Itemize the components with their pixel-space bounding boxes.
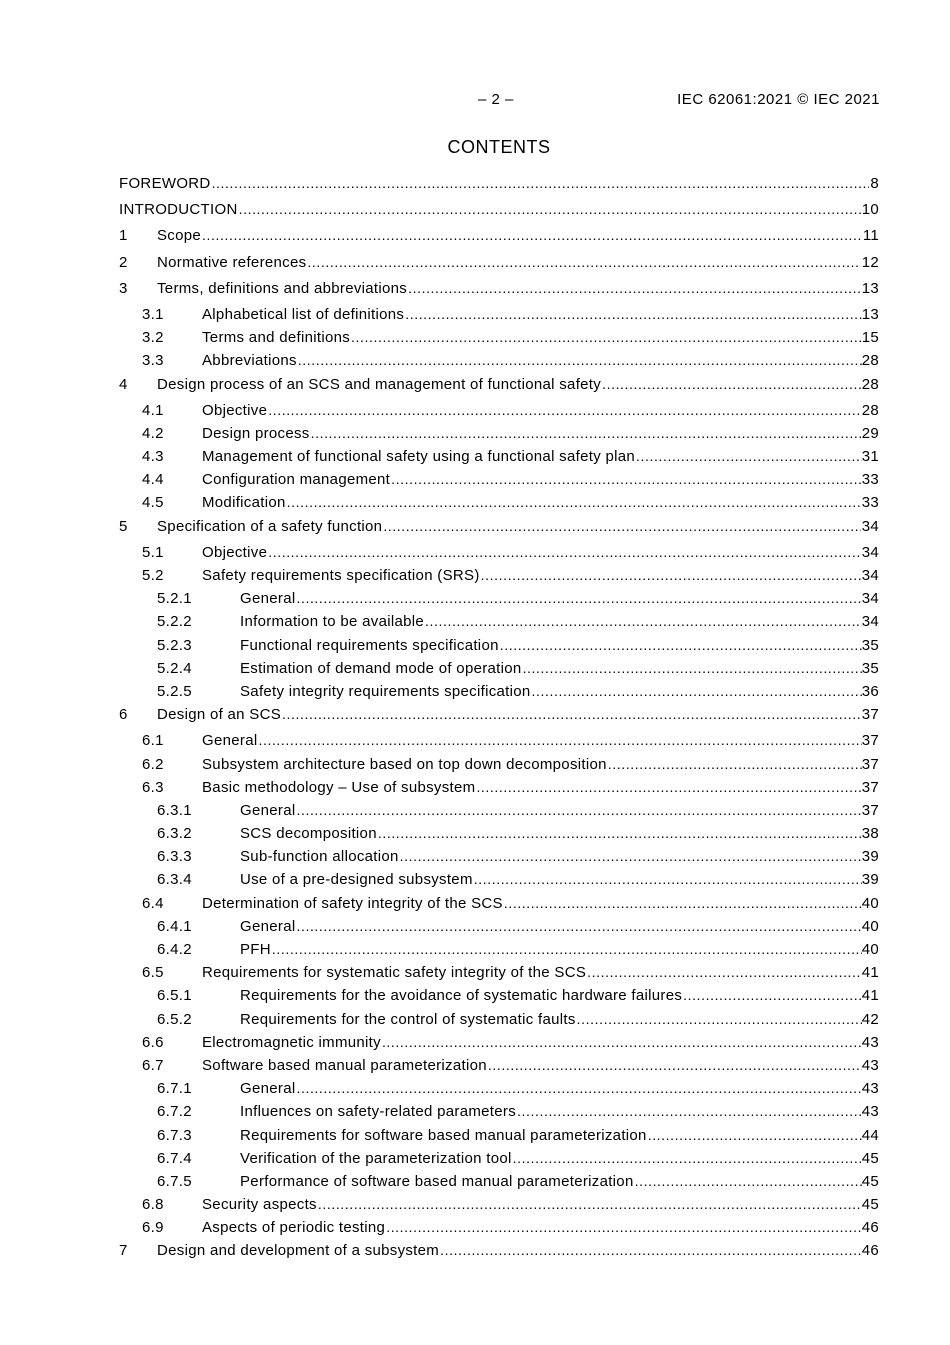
toc-entry[interactable] — [119, 754, 879, 777]
toc-entry-title: Terms, definitions and abbreviations — [157, 279, 408, 297]
toc-entry-page: 37 — [861, 778, 879, 796]
toc-entry-title: Normative references — [157, 253, 307, 271]
toc-entry[interactable] — [119, 588, 879, 611]
toc-entry-page: 35 — [861, 659, 879, 677]
toc-entry-number: 5.2.1 — [157, 590, 192, 608]
toc-entry-title: Design process — [202, 424, 310, 442]
toc-entry-title: Requirements for systematic safety integrity of the SCS — [202, 964, 587, 982]
toc-entry[interactable] — [119, 893, 879, 916]
toc-entry-number: 6.2 — [142, 755, 164, 773]
toc-entry-number: 6.8 — [142, 1196, 164, 1214]
dot-leader — [268, 542, 861, 563]
toc-entry-title: Security aspects — [202, 1196, 317, 1214]
toc-entry[interactable] — [119, 1125, 879, 1148]
toc-entry-number: 5.1 — [142, 543, 164, 561]
dot-leader — [311, 423, 862, 444]
toc-entry-number: 6.7.5 — [157, 1172, 192, 1190]
toc-entry-title: Safety requirements specification (SRS) — [202, 567, 480, 584]
toc-entry-title: Aspects of periodic testing — [202, 1219, 386, 1237]
toc-entry-number: 6.4.1 — [157, 917, 192, 935]
dot-leader — [636, 446, 862, 467]
toc-entry-page: 40 — [861, 894, 879, 912]
dot-leader — [382, 1032, 862, 1053]
toc-entry-page: 42 — [861, 1010, 879, 1028]
toc-entry-title: Design of an SCS — [157, 706, 282, 724]
toc-entry-page: 33 — [861, 471, 879, 489]
dot-leader — [298, 350, 862, 371]
toc-entry-number: 6.3.4 — [157, 871, 192, 889]
toc-entry-number: 2 — [119, 253, 128, 271]
toc-entry-page: 43 — [861, 1056, 879, 1074]
dot-leader — [587, 962, 862, 983]
toc-entry-title: General — [240, 917, 296, 935]
dot-leader — [272, 939, 862, 960]
toc-entry-number: 3.1 — [142, 305, 164, 323]
toc-entry-number: 6.7.2 — [157, 1103, 192, 1121]
toc-entry-number: 5.2.4 — [157, 659, 192, 677]
toc-entry-number: 6 — [119, 706, 128, 724]
dot-leader — [318, 1194, 862, 1215]
toc-entry[interactable] — [119, 1032, 879, 1055]
toc-entry-page: 46 — [861, 1242, 879, 1260]
toc-entry-page: 37 — [861, 801, 879, 819]
toc-entry[interactable] — [119, 704, 879, 730]
toc-entry-page: 8 — [870, 175, 879, 192]
toc-entry-page: 46 — [861, 1219, 879, 1237]
dot-leader — [532, 681, 862, 702]
dot-leader — [258, 730, 861, 751]
toc-entry-page: 36 — [861, 682, 879, 700]
toc-entry[interactable] — [119, 985, 879, 1008]
dot-leader — [239, 199, 861, 220]
toc-entry[interactable] — [119, 173, 879, 199]
toc-entry-page: 28 — [861, 375, 879, 393]
dot-leader — [425, 611, 862, 632]
toc-entry-title: INTRODUCTION — [119, 201, 238, 219]
toc-entry-page: 34 — [861, 613, 879, 631]
toc-entry[interactable] — [119, 400, 879, 423]
toc-entry-title: Design process of an SCS and management of functional safety — [157, 375, 602, 393]
toc-entry-title: Alphabetical list of definitions — [202, 305, 405, 323]
toc-entry[interactable] — [119, 1240, 879, 1266]
toc-entry-page: 31 — [861, 448, 879, 466]
toc-entry-number: 6.9 — [142, 1219, 164, 1237]
toc-entry-title: FOREWORD — [119, 175, 211, 192]
toc-entry[interactable] — [119, 350, 879, 373]
toc-entry-page: 29 — [861, 424, 879, 442]
toc-entry[interactable] — [119, 565, 879, 588]
dot-leader — [202, 225, 862, 246]
toc-entry-page: 45 — [861, 1196, 879, 1214]
toc-entry-page: 34 — [861, 590, 879, 608]
dot-leader — [268, 400, 861, 421]
toc-entry-title: Sub-function allocation — [240, 848, 399, 866]
toc-entry-title: General — [240, 1080, 296, 1098]
dot-leader — [378, 823, 862, 844]
toc-entry-number: 4 — [119, 375, 128, 393]
toc-entry-number: 6.5.2 — [157, 1010, 192, 1028]
toc-entry-title: Management of functional safety using a functional safety plan — [202, 448, 636, 466]
toc-entry-title: Electromagnetic immunity — [202, 1033, 381, 1051]
toc-entry-page: 41 — [861, 987, 879, 1005]
toc-entry-title: Requirements for the control of systematic faults — [240, 1010, 576, 1028]
toc-entry[interactable] — [119, 252, 879, 278]
toc-entry[interactable] — [119, 327, 879, 350]
dot-leader — [648, 1125, 862, 1146]
dot-leader — [408, 278, 861, 299]
toc-entry-title: Determination of safety integrity of the SCS — [202, 894, 503, 912]
toc-entry-page: 34 — [861, 543, 879, 561]
page-title: CONTENTS — [447, 137, 551, 157]
dot-leader — [351, 327, 862, 348]
dot-leader — [683, 985, 862, 1006]
toc-entry-number: 3.3 — [142, 352, 164, 370]
toc-entry[interactable] — [119, 542, 879, 565]
dot-leader — [504, 893, 862, 914]
toc-entry[interactable] — [119, 730, 879, 753]
toc-entry-title: Requirements for the avoidance of systematic hardware failures — [240, 987, 683, 1005]
dot-leader — [296, 1078, 861, 1099]
toc-entry-page: 13 — [861, 305, 879, 323]
toc-entry[interactable] — [119, 869, 879, 892]
dot-leader — [282, 704, 861, 725]
toc-entry-number: 6.5 — [142, 964, 164, 982]
toc-entry-title: SCS decomposition — [240, 825, 377, 843]
toc-entry[interactable] — [119, 446, 879, 469]
toc-entry[interactable] — [119, 225, 879, 251]
toc-entry-title: Software based manual parameterization — [202, 1056, 487, 1074]
toc-entry-number: 4.4 — [142, 471, 164, 489]
dot-leader — [608, 754, 862, 775]
toc-entry-page: 28 — [861, 401, 879, 419]
dot-leader — [513, 1148, 862, 1169]
toc-entry-number: 3 — [119, 279, 128, 297]
toc-entry-page: 11 — [862, 227, 879, 245]
page-number: – 2 – — [478, 91, 514, 108]
toc-entry[interactable] — [119, 1194, 879, 1217]
dot-leader — [481, 565, 862, 586]
toc-entry-page: 39 — [861, 848, 879, 866]
toc-entry-title: Performance of software based manual parameterization — [240, 1172, 634, 1190]
toc-entry[interactable] — [119, 611, 879, 634]
toc-entry[interactable] — [119, 800, 879, 823]
dot-leader — [500, 635, 862, 656]
toc-entry-number: 6.7.4 — [157, 1149, 192, 1167]
toc-entry[interactable] — [119, 916, 879, 939]
toc-entry-title: Information to be available — [240, 613, 425, 631]
toc-entry-page: 43 — [861, 1103, 879, 1121]
toc-entry-number: 6.5.1 — [157, 987, 192, 1005]
toc-entry[interactable] — [119, 777, 879, 800]
toc-entry-number: 6.1 — [142, 732, 164, 750]
toc-entry-title: Modification — [202, 494, 286, 512]
toc-entry-number: 6.3.3 — [157, 848, 192, 866]
dot-leader — [287, 492, 862, 513]
toc-entry-number: 6.6 — [142, 1033, 164, 1051]
toc-entry[interactable] — [119, 681, 879, 704]
toc-entry-title: Design and development of a subsystem — [157, 1242, 440, 1260]
dot-leader — [386, 1217, 862, 1238]
dot-leader — [474, 869, 862, 890]
dot-leader — [391, 469, 862, 490]
toc-entry-number: 5.2.5 — [157, 682, 192, 700]
toc-entry[interactable] — [119, 823, 879, 846]
toc-entry-title: Subsystem architecture based on top down decomposition — [202, 755, 607, 773]
toc-entry-number: 7 — [119, 1242, 128, 1260]
toc-entry[interactable] — [119, 1217, 879, 1240]
toc-entry-page: 37 — [861, 755, 879, 773]
toc-entry-number: 6.4.2 — [157, 941, 192, 958]
toc-entry-number: 1 — [119, 227, 128, 245]
dot-leader — [635, 1171, 862, 1192]
toc-entry-page: 12 — [861, 253, 879, 271]
toc-entry[interactable] — [119, 199, 879, 225]
table-of-contents — [119, 173, 879, 1267]
toc-entry-title: Specification of a safety function — [157, 517, 383, 535]
dot-leader — [488, 1055, 862, 1076]
toc-entry[interactable] — [119, 1148, 879, 1171]
toc-entry-title: Basic methodology – Use of subsystem — [202, 778, 476, 796]
toc-entry-title: Scope — [157, 227, 202, 245]
toc-entry[interactable] — [119, 278, 879, 304]
toc-entry-title: Configuration management — [202, 471, 391, 489]
toc-entry-title: Safety integrity requirements specification — [240, 682, 531, 700]
toc-entry-number: 6.7.3 — [157, 1126, 192, 1144]
toc-entry-page: 40 — [861, 941, 879, 958]
toc-entry-number: 3.2 — [142, 329, 164, 347]
toc-entry-title: General — [202, 732, 258, 750]
toc-entry-page: 28 — [861, 352, 879, 370]
toc-entry[interactable] — [119, 939, 879, 962]
toc-entry-page: 34 — [861, 567, 879, 584]
toc-entry-page: 38 — [861, 825, 879, 843]
dot-leader — [400, 846, 862, 867]
toc-entry-page: 35 — [861, 636, 879, 654]
toc-entry-title: Abbreviations — [202, 352, 297, 370]
toc-entry-number: 4.2 — [142, 424, 164, 442]
toc-entry-page: 43 — [861, 1080, 879, 1098]
toc-entry-page: 40 — [861, 917, 879, 935]
toc-entry[interactable] — [119, 1101, 879, 1124]
toc-entry-title: General — [240, 590, 296, 608]
toc-entry[interactable] — [119, 1171, 879, 1194]
toc-entry-number: 5.2.2 — [157, 613, 192, 631]
toc-entry-page: 45 — [861, 1149, 879, 1167]
toc-entry-number: 4.1 — [142, 401, 164, 419]
toc-entry[interactable] — [119, 423, 879, 446]
dot-leader — [383, 516, 860, 537]
toc-entry-title: Objective — [202, 401, 268, 419]
toc-entry-number: 6.3.2 — [157, 825, 192, 843]
toc-entry[interactable] — [119, 1055, 879, 1078]
toc-entry-number: 5.2 — [142, 567, 164, 584]
toc-entry-number: 6.3.1 — [157, 801, 192, 819]
toc-entry-page: 43 — [861, 1033, 879, 1051]
dot-leader — [212, 173, 870, 194]
toc-entry-title: Functional requirements specification — [240, 636, 499, 654]
toc-entry-number: 6.3 — [142, 778, 164, 796]
toc-entry[interactable] — [119, 846, 879, 869]
toc-entry-title: PFH — [240, 941, 271, 958]
toc-entry-page: 44 — [861, 1126, 879, 1144]
toc-entry-page: 41 — [861, 964, 879, 982]
toc-entry-number: 5 — [119, 517, 128, 535]
toc-entry-number: 4.3 — [142, 448, 164, 466]
toc-entry[interactable] — [119, 658, 879, 681]
toc-entry-page: 39 — [861, 871, 879, 889]
toc-entry-title: Requirements for software based manual parameterization — [240, 1126, 647, 1144]
dot-leader — [476, 777, 861, 798]
toc-entry[interactable] — [119, 962, 879, 985]
toc-entry[interactable] — [119, 1078, 879, 1101]
toc-entry[interactable] — [119, 516, 879, 542]
dot-leader — [523, 658, 862, 679]
toc-entry-number: 6.7 — [142, 1056, 164, 1074]
dot-leader — [577, 1009, 862, 1030]
toc-entry-title: Terms and definitions — [202, 329, 351, 347]
toc-entry[interactable] — [119, 304, 879, 327]
toc-entry-title: Estimation of demand mode of operation — [240, 659, 522, 677]
standard-reference: IEC 62061:2021 © IEC 2021 — [677, 91, 880, 108]
toc-entry-number: 4.5 — [142, 494, 164, 512]
toc-entry-title: General — [240, 801, 296, 819]
toc-entry-page: 13 — [861, 279, 879, 297]
dot-leader — [405, 304, 861, 325]
toc-entry[interactable] — [119, 469, 879, 492]
toc-entry[interactable] — [119, 492, 879, 515]
toc-entry-page: 45 — [861, 1172, 879, 1190]
toc-entry-page: 37 — [861, 706, 879, 724]
toc-entry-title: Verification of the parameterization tool — [240, 1149, 512, 1167]
toc-entry-title: Influences on safety-related parameters — [240, 1103, 517, 1121]
toc-entry[interactable] — [119, 374, 879, 400]
toc-entry-number: 6.4 — [142, 894, 164, 912]
toc-entry-page: 10 — [861, 201, 879, 219]
toc-entry-page: 34 — [861, 517, 879, 535]
toc-entry-page: 15 — [861, 329, 879, 347]
dot-leader — [307, 252, 860, 273]
dot-leader — [602, 374, 861, 395]
toc-entry-title: Objective — [202, 543, 268, 561]
toc-entry-number: 5.2.3 — [157, 636, 192, 654]
toc-entry[interactable] — [119, 1009, 879, 1032]
toc-entry-title: Use of a pre-designed subsystem — [240, 871, 473, 889]
dot-leader — [517, 1101, 862, 1122]
toc-entry-page: 33 — [861, 494, 879, 512]
dot-leader — [296, 916, 861, 937]
dot-leader — [296, 800, 861, 821]
dot-leader — [296, 588, 861, 609]
toc-entry-page: 37 — [861, 732, 879, 750]
toc-entry-number: 6.7.1 — [157, 1080, 192, 1098]
toc-entry[interactable] — [119, 635, 879, 658]
dot-leader — [440, 1240, 861, 1261]
